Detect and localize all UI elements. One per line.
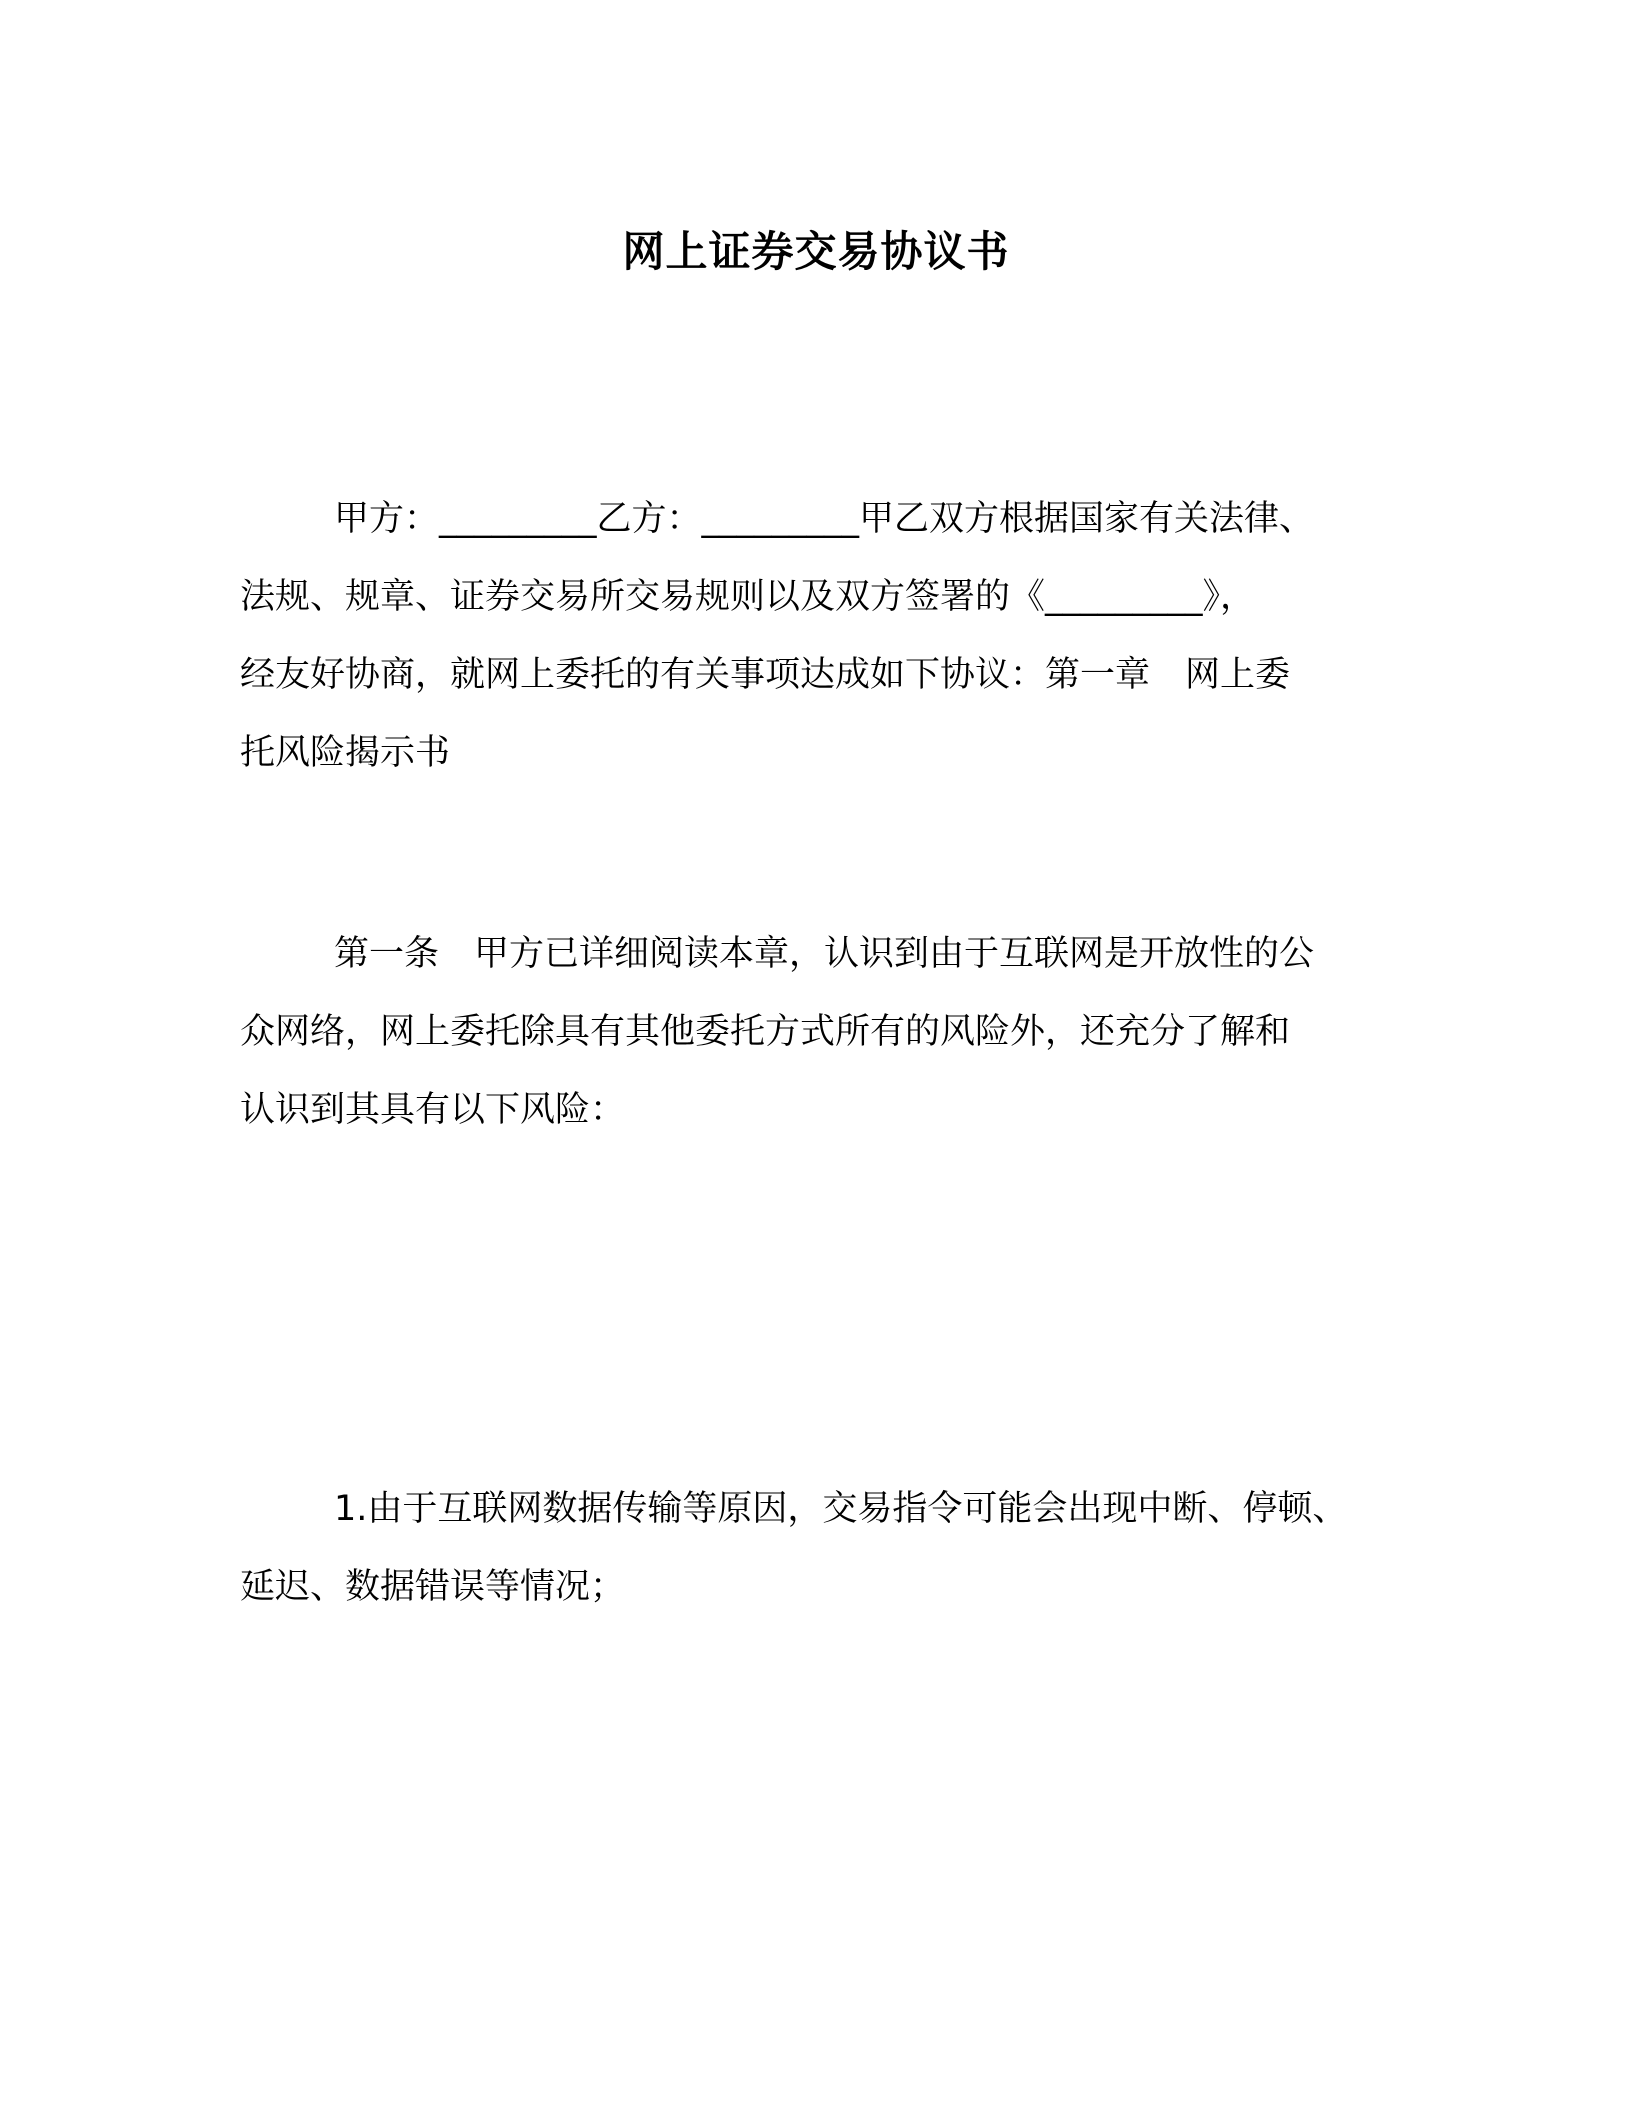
risk-item-1-line-2: 延迟、数据错误等情况；: [240, 1567, 626, 1607]
intro-line-3: 经友好协商，就网上委托的有关事项达成如下协议：第一章 网上委: [240, 655, 1291, 695]
article-1-paragraph: [240, 915, 1410, 1149]
article-1-line-2: 众网络，网上委托除具有其他委托方式所有的风险外，还充分了解和: [240, 1012, 1291, 1052]
risk-item-1-paragraph: [240, 1470, 1410, 1626]
article-1-line-1: 第一条 甲方已详细阅读本章，认识到由于互联网是开放性的公: [334, 934, 1315, 974]
article-1-line-3: 认识到其具有以下风险：: [240, 1090, 626, 1130]
intro-line-1: 甲方：_________乙方：_________甲乙双方根据国家有关法律、: [334, 499, 1315, 539]
risk-item-1-line-1: 1.由于互联网数据传输等原因，交易指令可能会出现中断、停顿、: [334, 1489, 1348, 1529]
intro-paragraph: [240, 480, 1410, 792]
intro-line-2: 法规、规章、证券交易所交易规则以及双方签署的《_________》，: [240, 577, 1256, 617]
document-title: 网上证券交易协议书: [622, 227, 1010, 276]
intro-line-4: 托风险揭示书: [240, 733, 451, 773]
